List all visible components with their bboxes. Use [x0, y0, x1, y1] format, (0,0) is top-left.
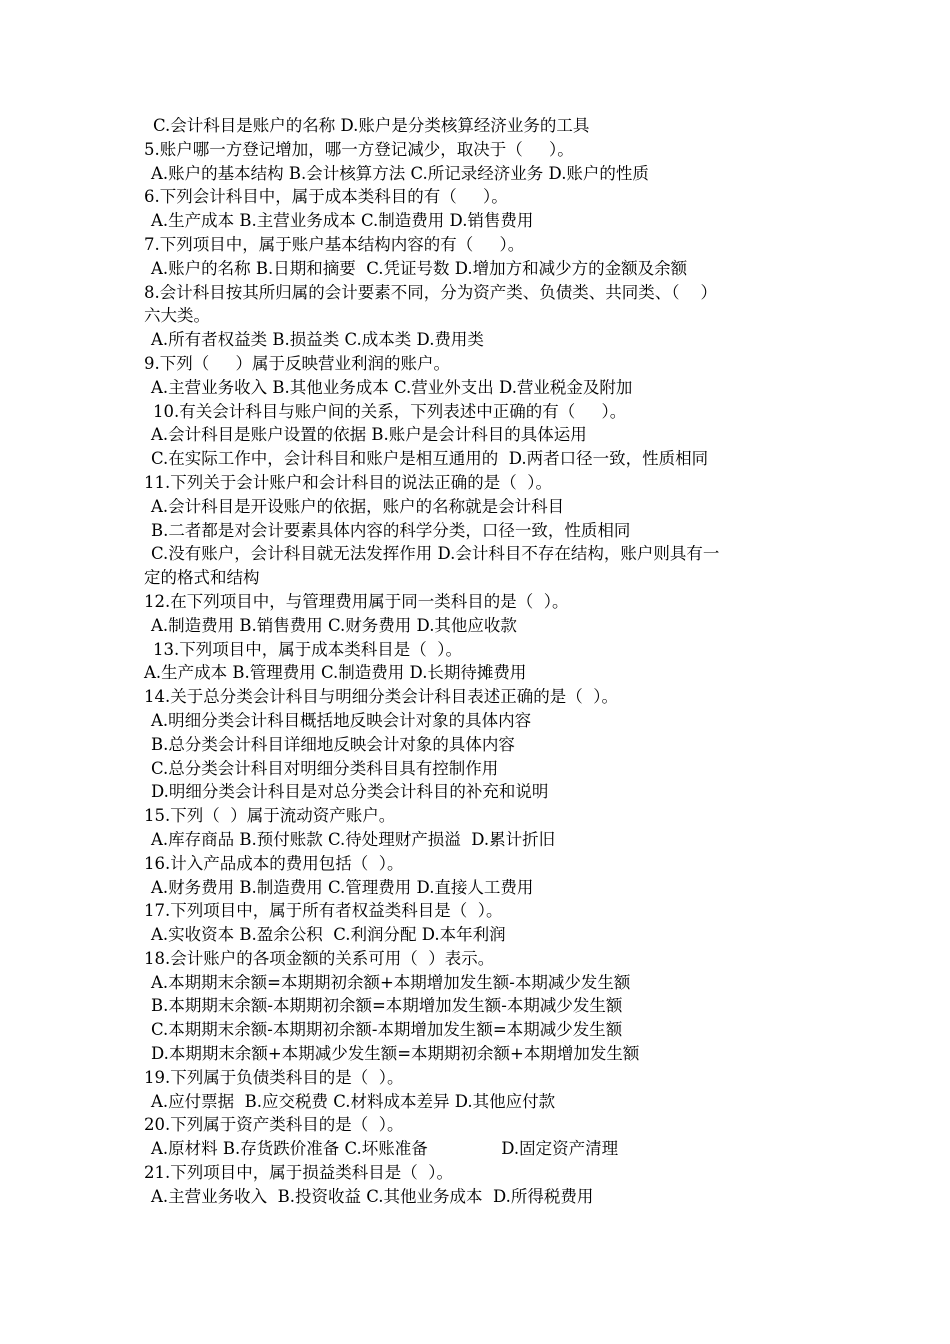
- text-line: A.账户的名称 B.日期和摘要 C.凭证号数 D.增加方和减少方的金额及余额: [151, 258, 688, 278]
- text-line: C.没有账户，会计科目就无法发挥作用 D.会计科目不存在结构，账户则具有一: [151, 544, 720, 564]
- text-line: D.明细分类会计科目是对总分类会计科目的补充和说明: [151, 782, 549, 802]
- document-page: [144, 114, 814, 1209]
- text-line: 13.下列项目中，属于成本类科目是（ ）。: [153, 639, 462, 659]
- text-line: C.本期期末余额-本期期初余额-本期增加发生额=本期减少发生额: [151, 1020, 623, 1040]
- text-line: 18.会计账户的各项金额的关系可用（ ）表示。: [144, 948, 495, 968]
- text-line: A.制造费用 B.销售费用 C.财务费用 D.其他应收款: [151, 615, 517, 635]
- text-line: C.总分类会计科目对明细分类科目具有控制作用: [151, 758, 499, 778]
- text-line: 21.下列项目中，属于损益类科目是（ ）。: [144, 1163, 453, 1183]
- text-line: A.明细分类会计科目概括地反映会计对象的具体内容: [151, 710, 532, 730]
- text-line: B.本期期末余额-本期期初余额=本期增加发生额-本期减少发生额: [151, 996, 623, 1016]
- text-line: C.会计科目是账户的名称 D.账户是分类核算经济业务的工具: [153, 116, 590, 135]
- text-line: B.二者都是对会计要素具体内容的科学分类，口径一致，性质相同: [151, 520, 631, 540]
- text-line: B.总分类会计科目详细地反映会计对象的具体内容: [151, 734, 515, 754]
- text-line: A.账户的基本结构 B.会计核算方法 C.所记录经济业务 D.账户的性质: [151, 163, 649, 183]
- text-line: A.会计科目是开设账户的依据，账户的名称就是会计科目: [151, 496, 565, 516]
- text-line: A.会计科目是账户设置的依据 B.账户是会计科目的具体运用: [151, 425, 587, 445]
- text-line: A.生产成本 B.主营业务成本 C.制造费用 D.销售费用: [151, 211, 534, 231]
- text-line: A.原材料 B.存货跌价准备 C.坏账准备 D.固定资产清理: [151, 1139, 619, 1159]
- text-line: C.在实际工作中，会计科目和账户是相互通用的 D.两者口径一致，性质相同: [151, 449, 709, 469]
- text-line: A.实收资本 B.盈余公积 C.利润分配 D.本年利润: [151, 925, 506, 945]
- text-line: 5.账户哪一方登记增加，哪一方登记减少，取决于（ ）。: [144, 139, 574, 159]
- text-line: 定的格式和结构: [144, 568, 260, 588]
- text-line: 16.计入产品成本的费用包括（ ）。: [144, 853, 404, 873]
- text-line: 8.会计科目按其所归属的会计要素不同，分为资产类、负债类、共同类、（ ）: [144, 282, 717, 302]
- text-line: D.本期期末余额+本期减少发生额=本期期初余额+本期增加发生额: [151, 1044, 640, 1064]
- text-line: 14.关于总分类会计科目与明细分类会计科目表述正确的是（ ）。: [144, 687, 618, 707]
- text-line: 20.下列属于资产类科目的是（ ）。: [144, 1115, 404, 1135]
- text-line: A.主营业务收入 B.其他业务成本 C.营业外支出 D.营业税金及附加: [151, 377, 633, 397]
- text-line: 7.下列项目中，属于账户基本结构内容的有（ ）。: [144, 234, 525, 254]
- text-line: A.主营业务收入 B.投资收益 C.其他业务成本 D.所得税费用: [151, 1186, 594, 1206]
- text-line: 17.下列项目中，属于所有者权益类科目是（ ）。: [144, 901, 503, 921]
- text-line: A.财务费用 B.制造费用 C.管理费用 D.直接人工费用: [151, 877, 534, 897]
- text-line: 15.下列（ ）属于流动资产账户。: [144, 806, 396, 826]
- text-line: 10.有关会计科目与账户间的关系，下列表述中正确的有（ ）。: [153, 401, 627, 421]
- text-line: 11.下列关于会计账户和会计科目的说法正确的是（ ）。: [144, 472, 552, 492]
- text-line: 19.下列属于负债类科目的是（ ）。: [144, 1067, 404, 1087]
- text-line: 6.下列会计科目中，属于成本类科目的有（ ）。: [144, 187, 508, 207]
- text-line: 六大类。: [144, 306, 210, 326]
- text-line: A.库存商品 B.预付账款 C.待处理财产损溢 D.累计折旧: [151, 829, 556, 849]
- text-line: A.本期期末余额=本期期初余额+本期增加发生额-本期减少发生额: [151, 972, 631, 992]
- text-line: 9.下列（ ）属于反映营业利润的账户。: [144, 353, 450, 373]
- text-line: A.生产成本 B.管理费用 C.制造费用 D.长期待摊费用: [144, 663, 527, 683]
- text-line: 12.在下列项目中，与管理费用属于同一类科目的是（ ）。: [144, 591, 569, 611]
- text-line: A.所有者权益类 B.损益类 C.成本类 D.费用类: [151, 330, 484, 350]
- text-line: A.应付票据 B.应交税费 C.材料成本差异 D.其他应付款: [151, 1091, 556, 1111]
